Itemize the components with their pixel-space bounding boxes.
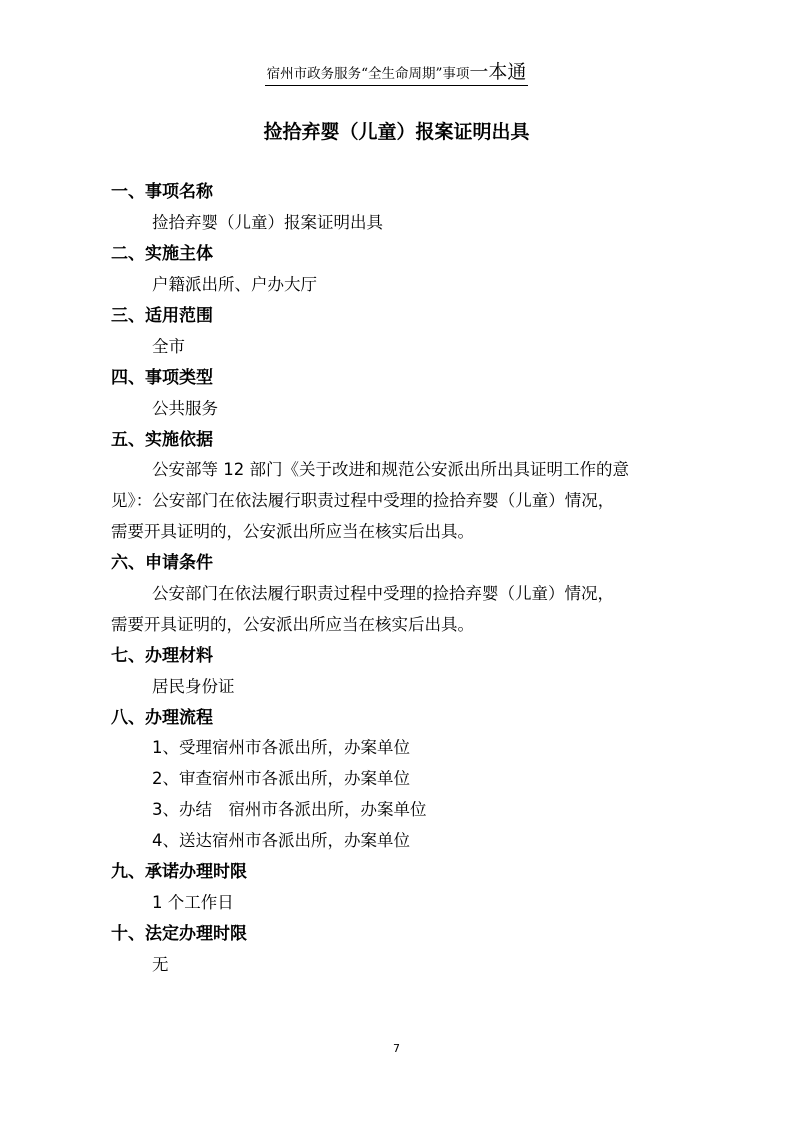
document-title: 捡拾弃婴（儿童）报案证明出具 <box>263 121 530 143</box>
section-6-line-1: 公安部门在依法履行职责过程中受理的捡拾弃婴（儿童）情况， <box>152 584 614 603</box>
section-9-content: 1 个工作日 <box>152 893 234 912</box>
section-4-content: 公共服务 <box>152 399 218 418</box>
section-1-heading: 一、事项名称 <box>111 182 213 202</box>
page-header <box>0 62 793 86</box>
header-text-wrap <box>265 62 529 86</box>
process-step-1: 1、受理宿州市各派出所，办案单位 <box>152 738 410 757</box>
section-1-content: 捡拾弃婴（儿童）报案证明出具 <box>152 213 383 232</box>
section-5-line-1: 公安部等 12 部门《关于改进和规范公安派出所出具证明工作的意 <box>152 460 629 479</box>
header-text: 宿州市政务服务“全生命周期”事项 <box>266 66 470 82</box>
header-text-big: 一本通 <box>469 61 527 83</box>
section-5-line-3: 需要开具证明的，公安派出所应当在核实后出具。 <box>111 522 474 541</box>
section-2-heading: 二、实施主体 <box>111 244 213 264</box>
section-5-line-2: 见》：公安部门在依法履行职责过程中受理的捡拾弃婴（儿童）情况， <box>111 491 615 510</box>
page-number: 7 <box>393 1042 400 1055</box>
section-9-heading: 九、承诺办理时限 <box>111 862 247 882</box>
section-7-content: 居民身份证 <box>152 677 235 696</box>
section-5-heading: 五、实施依据 <box>111 430 213 450</box>
section-10-content: 无 <box>152 955 169 974</box>
section-3-content: 全市 <box>152 337 185 356</box>
section-4-heading: 四、事项类型 <box>111 368 213 388</box>
section-2-content: 户籍派出所、户办大厅 <box>152 275 317 294</box>
section-8-heading: 八、办理流程 <box>111 708 213 728</box>
section-10-heading: 十、法定办理时限 <box>111 924 247 944</box>
section-3-heading: 三、适用范围 <box>111 306 213 326</box>
process-step-3: 3、办结 宿州市各派出所，办案单位 <box>152 800 427 819</box>
process-step-2: 2、审查宿州市各派出所，办案单位 <box>152 769 410 788</box>
section-6-line-2: 需要开具证明的，公安派出所应当在核实后出具。 <box>111 615 474 634</box>
section-7-heading: 七、办理材料 <box>111 646 213 666</box>
process-step-4: 4、送达宿州市各派出所，办案单位 <box>152 831 410 850</box>
section-6-heading: 六、申请条件 <box>111 553 213 573</box>
